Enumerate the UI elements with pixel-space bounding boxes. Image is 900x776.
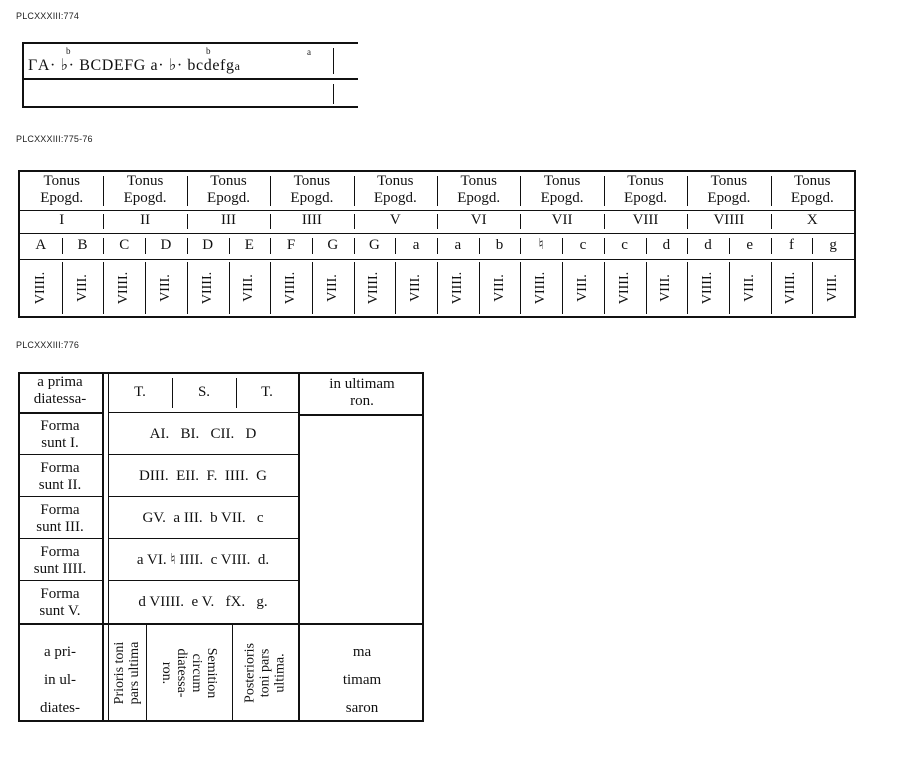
- note-separator: [395, 238, 396, 254]
- tonus-separator: [437, 176, 438, 206]
- tonus-separator: [771, 176, 772, 206]
- prioris-toni: [106, 625, 148, 720]
- tonus-label: Tonus: [627, 173, 664, 189]
- interval-label: VIII.: [241, 274, 257, 302]
- interval-separator: [520, 262, 521, 314]
- note-cell: ♮: [538, 237, 544, 253]
- interval-cell: [354, 260, 396, 316]
- roman-separator: [771, 214, 772, 229]
- tonus-cell: [437, 172, 520, 210]
- interval-label: VIIII.: [449, 271, 465, 305]
- interval-cell: [20, 260, 62, 316]
- tonus-cell: [687, 172, 770, 210]
- note-separator: [437, 238, 438, 254]
- epogd-label: Epogd.: [290, 190, 334, 206]
- interval-label: VIII.: [658, 274, 674, 302]
- form-word: Forma: [40, 502, 80, 518]
- interval-separator: [562, 262, 563, 314]
- gamut-text: [28, 55, 241, 75]
- interval-separator: [729, 262, 730, 314]
- tonus-separator: [604, 176, 605, 206]
- epogd-label: Epogd.: [207, 190, 250, 206]
- footer-line: in ul-: [43, 672, 77, 688]
- top-rule: [22, 42, 358, 44]
- col1-header: [18, 374, 102, 408]
- interval-label: VIIII.: [700, 271, 716, 305]
- note-cell: G: [327, 237, 339, 253]
- footer-line: timam: [342, 672, 382, 688]
- note-separator: [771, 238, 772, 254]
- note-cell: F: [286, 237, 296, 253]
- note-separator: [62, 238, 63, 254]
- note-separator: [145, 238, 146, 254]
- header-line: diatessa-: [33, 391, 87, 407]
- tonus-label: Tonus: [794, 173, 831, 189]
- row-divider: [108, 580, 298, 581]
- rot-line: toni pars: [257, 648, 273, 697]
- interval-label: VIIII.: [533, 271, 549, 305]
- roman-cell: VIII: [632, 212, 659, 228]
- note-separator: [103, 238, 104, 254]
- tonus-table: [18, 170, 856, 318]
- roman-cell: III: [220, 212, 236, 228]
- interval-label: VIIII.: [32, 271, 48, 305]
- tonus-cell: [771, 172, 854, 210]
- roman-separator: [604, 214, 605, 229]
- note-cell: d: [662, 237, 671, 253]
- note-separator: [646, 238, 647, 254]
- rotated-text: [243, 643, 288, 703]
- epogd-label: Epogd.: [540, 190, 584, 206]
- interval-separator: [187, 262, 188, 314]
- interval-label: VIIII.: [116, 271, 132, 305]
- footer-line: saron: [345, 700, 379, 716]
- tonus-label: Tonus: [710, 173, 748, 189]
- note-cell: f: [788, 237, 794, 253]
- interval-label: VIII.: [74, 274, 90, 302]
- interval-separator: [771, 262, 772, 314]
- footer-line: a pri-: [43, 644, 77, 660]
- footer-left: [18, 638, 102, 722]
- header-line: in ultimam: [329, 376, 395, 392]
- roman-separator: [354, 214, 355, 229]
- form-number: sunt III.: [36, 519, 84, 535]
- epogd-label: Epogd.: [790, 190, 834, 206]
- tonus-cell: [270, 172, 353, 210]
- tonus-label: Tonus: [43, 173, 80, 189]
- interval-separator: [62, 262, 63, 314]
- interval-separator: [812, 262, 813, 314]
- roman-cell: VI: [470, 212, 487, 228]
- semition-circum: [146, 625, 232, 720]
- interval-separator: [687, 262, 688, 314]
- epogd-label: Epogd.: [40, 190, 84, 206]
- note-separator: [312, 238, 313, 254]
- right-bar-lower: [333, 84, 334, 104]
- footer-right: [300, 638, 424, 722]
- rotated-text: [112, 641, 142, 704]
- interval-label: VIIII.: [366, 271, 382, 305]
- note-cell: E: [244, 237, 254, 253]
- note-separator: [812, 238, 813, 254]
- row-divider: [108, 454, 298, 455]
- rot-line: ron.: [159, 661, 174, 684]
- roman-separator: [270, 214, 271, 229]
- tonus-label: Tonus: [210, 173, 247, 189]
- interval-row: [20, 260, 854, 316]
- note-cell: d: [704, 237, 712, 253]
- roman-cell: VII: [551, 212, 573, 228]
- interval-cell: [270, 260, 312, 316]
- tonus-cell: [604, 172, 687, 210]
- col3-header: [300, 376, 424, 410]
- rot-line: Semition: [204, 647, 219, 698]
- tonus-separator: [103, 176, 104, 206]
- rot-line: Posterioris: [242, 642, 258, 703]
- note-cell: C: [119, 237, 130, 253]
- tonus-label: Tonus: [460, 173, 497, 189]
- right-bar: [333, 48, 334, 74]
- note-separator: [604, 238, 605, 254]
- interval-cell: [687, 260, 729, 316]
- tone-header: T.: [134, 384, 146, 400]
- left-rule: [22, 42, 24, 108]
- note-cell: A: [35, 237, 47, 253]
- form-word: Forma: [40, 586, 80, 602]
- note-separator: [354, 238, 355, 254]
- interval-label: VIIII.: [783, 271, 799, 305]
- rot-line: diatessa-: [174, 648, 189, 697]
- tonus-cell: [354, 172, 437, 210]
- note-cell: e: [746, 237, 754, 253]
- form-word: Forma: [40, 460, 80, 476]
- middle-rule: [22, 78, 358, 80]
- form-notes: d VIIII. e V. fX. g.: [138, 594, 268, 610]
- note-separator: [479, 238, 480, 254]
- gamut-figure: [22, 42, 358, 108]
- tonus-label: Tonus: [377, 173, 414, 189]
- interval-separator: [354, 262, 355, 314]
- rot-line: Prioris toni: [112, 641, 127, 704]
- roman-cell: II: [140, 212, 151, 228]
- interval-separator: [312, 262, 313, 314]
- interval-cell: [729, 260, 771, 316]
- interval-cell: [520, 260, 562, 316]
- header-line: a prima: [37, 374, 83, 390]
- interval-cell: [604, 260, 646, 316]
- interval-label: VIII.: [324, 274, 340, 302]
- note-cell: c: [621, 237, 628, 253]
- interval-label: VIIII.: [616, 271, 632, 305]
- row-divider: [18, 454, 102, 455]
- figure-label-776: PLCXXXIII:776: [16, 340, 80, 350]
- tonus-cell: [187, 172, 270, 210]
- row-divider: [18, 538, 102, 539]
- bottom-rule: [22, 106, 358, 108]
- form-notes: DIII. EII. F. IIII. G: [139, 468, 267, 484]
- interval-cell: [437, 260, 479, 316]
- tonus-label: Tonus: [293, 173, 331, 189]
- roman-separator: [687, 214, 688, 229]
- interval-separator: [479, 262, 480, 314]
- form-word: Forma: [40, 544, 80, 560]
- interval-separator: [604, 262, 605, 314]
- epogd-label: Epogd.: [373, 190, 417, 206]
- footer-line: diates-: [40, 700, 80, 716]
- interval-label: VIII.: [574, 274, 590, 302]
- form-number: sunt I.: [41, 435, 79, 451]
- interval-cell: [187, 260, 229, 316]
- form-label: [18, 460, 102, 494]
- interval-separator: [229, 262, 230, 314]
- footer-line: ma: [352, 644, 372, 660]
- tonus-separator: [520, 176, 521, 206]
- tonus-cell: [20, 172, 103, 210]
- roman-cell: X: [806, 212, 818, 228]
- form-label: [18, 502, 102, 536]
- row-divider: [18, 496, 102, 497]
- tonus-separator: [270, 176, 271, 206]
- note-cell: a: [412, 237, 420, 253]
- form-label: [18, 418, 102, 452]
- interval-cell: [229, 260, 271, 316]
- interval-separator: [646, 262, 647, 314]
- col-rule: [102, 372, 104, 722]
- note-separator: [229, 238, 230, 254]
- interval-separator: [437, 262, 438, 314]
- interval-cell: [646, 260, 688, 316]
- note-separator: [270, 238, 271, 254]
- roman-cell: VIIII: [713, 212, 745, 228]
- note-cell: B: [77, 237, 88, 253]
- tonus-label: Tonus: [126, 173, 164, 189]
- flat-superscript: b: [206, 46, 211, 56]
- figure-label-774: PLCXXXIII:774: [16, 11, 80, 21]
- flat-superscript: b: [66, 46, 71, 56]
- row-divider: [18, 580, 102, 581]
- interval-label: VIII.: [408, 274, 424, 302]
- gamut-notes: ΓA· ♭· BCDEFG a· ♭· bcdefg: [28, 57, 235, 74]
- interval-separator: [145, 262, 146, 314]
- form-notes: GV. a III. b VII. c: [142, 510, 264, 526]
- note-separator: [687, 238, 688, 254]
- interval-cell: [479, 260, 521, 316]
- tone-header: T.: [261, 384, 273, 400]
- form-number: sunt V.: [39, 603, 81, 619]
- epogd-label: Epogd.: [457, 190, 501, 206]
- tonus-separator: [687, 176, 688, 206]
- interval-cell: [312, 260, 354, 316]
- interval-label: VIII.: [157, 274, 173, 302]
- interval-label: VIIII.: [199, 271, 215, 305]
- tonus-cell: [520, 172, 603, 210]
- note-cell: b: [495, 237, 504, 253]
- roman-separator: [103, 214, 104, 229]
- roman-separator: [187, 214, 188, 229]
- note-cell: G: [369, 237, 380, 253]
- note-cell: a: [454, 237, 462, 253]
- header-line: ron.: [350, 393, 374, 409]
- interval-cell: [812, 260, 854, 316]
- rot-line: ultima.: [272, 652, 288, 693]
- diatessaron-table: [18, 372, 424, 722]
- interval-separator: [395, 262, 396, 314]
- form-label: [18, 586, 102, 620]
- epogd-label: Epogd.: [624, 190, 667, 206]
- note-separator: [729, 238, 730, 254]
- row-divider: [108, 538, 298, 539]
- note-cell: D: [160, 237, 172, 253]
- figure-label-775-76: PLCXXXIII:775-76: [16, 134, 93, 144]
- tonus-label: Tonus: [543, 173, 581, 189]
- interval-separator: [103, 262, 104, 314]
- notes-row: [20, 234, 854, 258]
- form-number: sunt IIII.: [33, 561, 87, 577]
- note-cell: g: [829, 237, 837, 253]
- a-superscript: a: [307, 47, 311, 57]
- roman-cell: V: [389, 212, 401, 228]
- interval-label: VIII.: [825, 274, 841, 302]
- interval-separator: [270, 262, 271, 314]
- tonus-cell: [103, 172, 186, 210]
- note-separator: [562, 238, 563, 254]
- form-notes: AI. BI. CII. D: [149, 426, 257, 442]
- interval-cell: [395, 260, 437, 316]
- form-notes: a VI. ♮ IIII. c VIII. d.: [136, 552, 270, 568]
- epogd-label: Epogd.: [707, 190, 751, 206]
- form-number: sunt II.: [38, 477, 82, 493]
- roman-row: [20, 211, 854, 232]
- epogd-label: Epogd.: [123, 190, 167, 206]
- form-label: [18, 544, 102, 578]
- interval-cell: [562, 260, 604, 316]
- note-cell: c: [579, 237, 587, 253]
- interval-label: VIII.: [491, 274, 507, 302]
- row-divider: [108, 496, 298, 497]
- roman-cell: IIII: [301, 212, 322, 228]
- roman-separator: [437, 214, 438, 229]
- rot-line: pars ultima: [127, 641, 142, 704]
- rotated-text: [159, 647, 219, 698]
- rot-line: circum: [189, 653, 204, 692]
- semitone-header: S.: [197, 384, 211, 400]
- posterioris-toni: [232, 625, 298, 720]
- interval-label: VIII.: [741, 274, 757, 302]
- interval-label: VIIII.: [283, 271, 299, 305]
- roman-cell: I: [59, 212, 65, 228]
- row-divider: [300, 414, 424, 416]
- note-cell: D: [202, 237, 214, 253]
- tonus-separator: [354, 176, 355, 206]
- row-divider: [18, 412, 102, 414]
- note-separator: [520, 238, 521, 254]
- gamut-final-note: a: [234, 59, 241, 73]
- form-word: Forma: [40, 418, 80, 434]
- row-divider: [108, 412, 298, 413]
- interval-cell: [103, 260, 145, 316]
- interval-cell: [145, 260, 187, 316]
- tonus-separator: [187, 176, 188, 206]
- roman-separator: [520, 214, 521, 229]
- note-separator: [187, 238, 188, 254]
- interval-cell: [62, 260, 104, 316]
- tonus-row: [20, 172, 854, 210]
- interval-cell: [771, 260, 813, 316]
